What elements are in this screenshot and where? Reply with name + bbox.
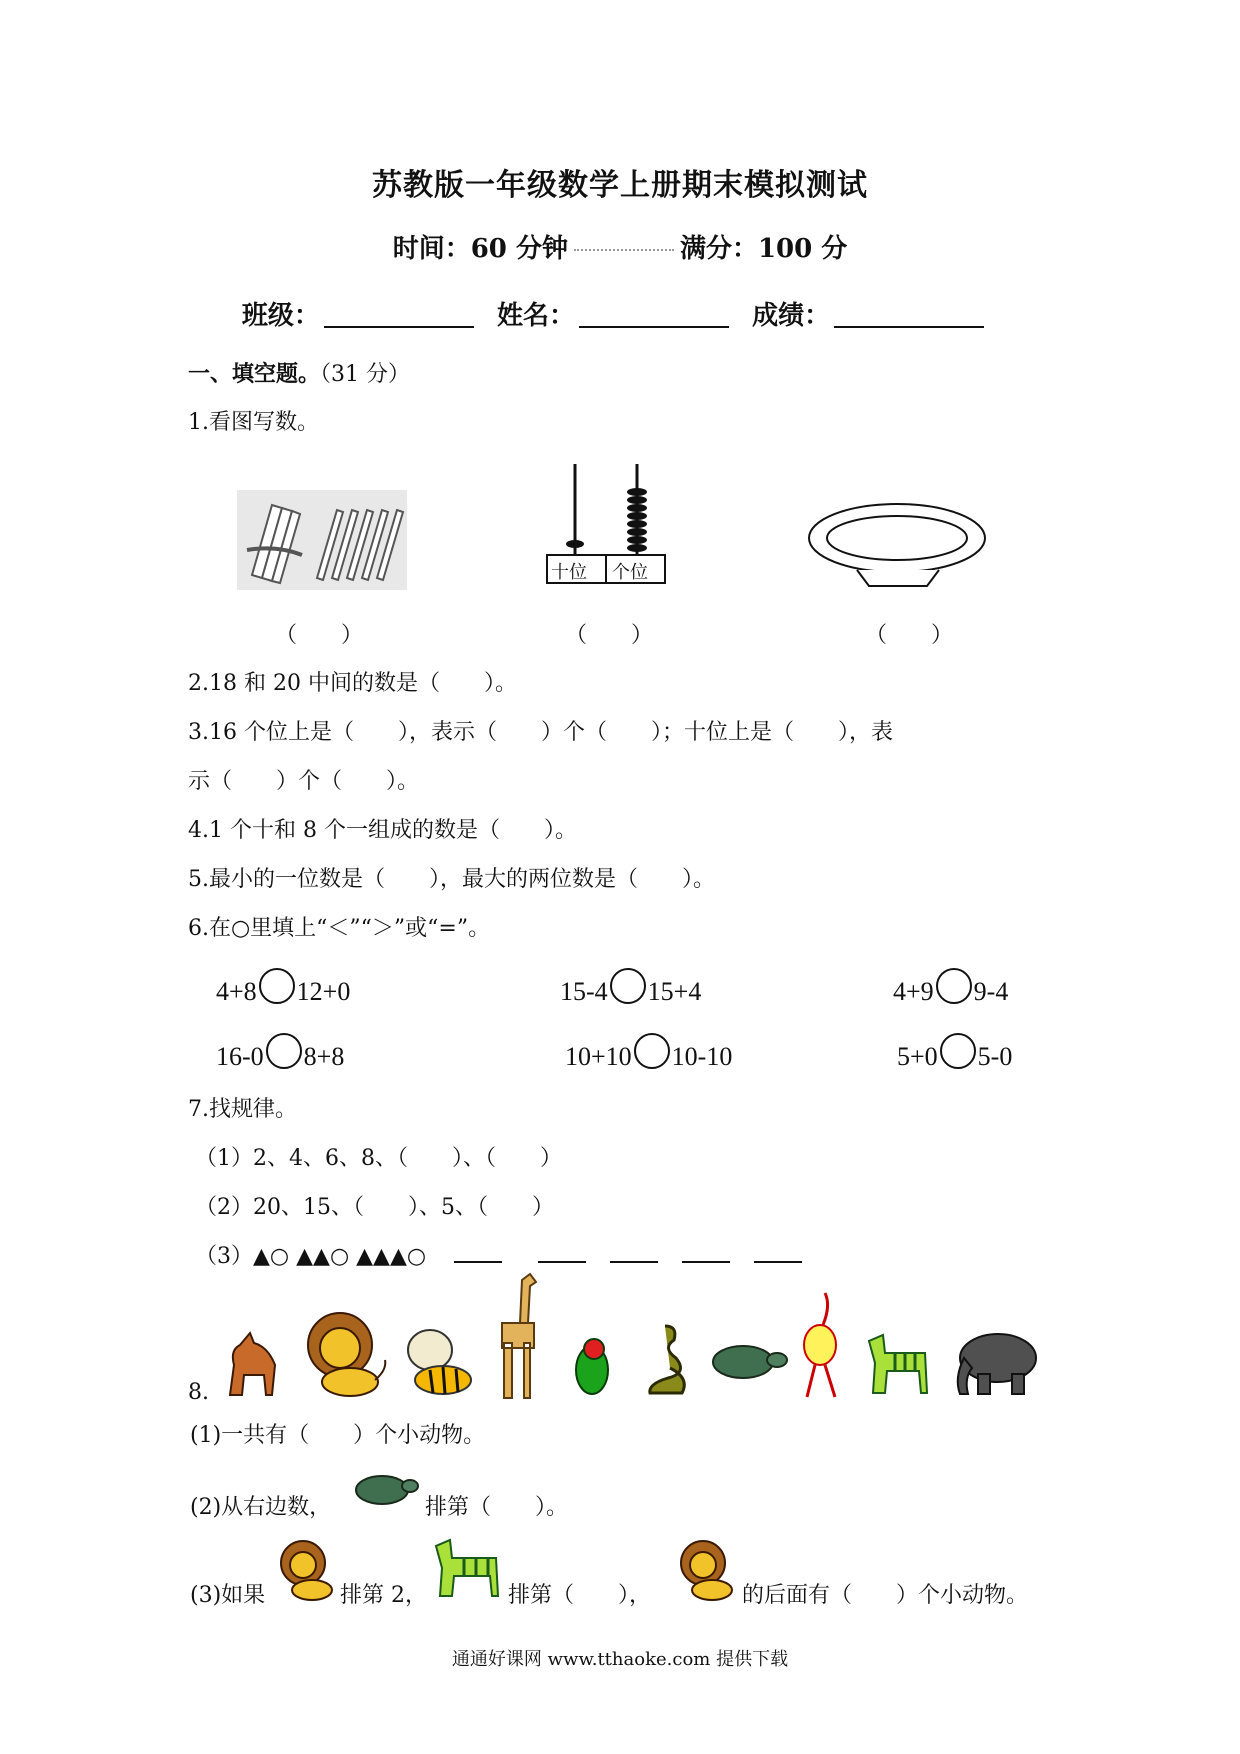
compare-circle[interactable]: [610, 968, 646, 1004]
q8-number: 8.: [188, 1380, 209, 1405]
q3-text-line2: 示（ ）个（ ）。: [188, 769, 420, 794]
sticks-picture: [237, 490, 407, 590]
snake-icon: [640, 1318, 690, 1398]
name-label: 姓名：: [496, 301, 575, 331]
q4-text: 4.1 个十和 8 个一组成的数是（ ）。: [188, 818, 577, 843]
score-label: 成绩：: [752, 301, 831, 331]
compare-item: 4+8 12+0: [216, 968, 350, 1007]
answer-paren-1[interactable]: （ ）: [275, 623, 364, 648]
compare-item: 16-0 8+8: [216, 1033, 344, 1072]
q7-sub1: （1）2、4、6、8、（ ）、（ ）: [195, 1146, 562, 1171]
giraffe-icon: [490, 1268, 545, 1400]
q8-sub2-part1: (2)从右边数，: [190, 1495, 332, 1520]
horse-icon: [220, 1325, 280, 1400]
page-title: 苏教版一年级数学上册期末模拟测试: [372, 168, 868, 203]
student-fields: [0, 295, 1240, 332]
lion-icon: [278, 1538, 338, 1602]
pattern-blank[interactable]: [538, 1261, 586, 1263]
full-score: 满分：100 分: [679, 234, 848, 264]
q8-sub3-part2: 排第 2，: [340, 1583, 427, 1608]
elephant-icon: [950, 1328, 1040, 1398]
zebra-icon: [865, 1323, 935, 1398]
compare-circle[interactable]: [266, 1033, 302, 1069]
lion-icon: [678, 1538, 738, 1602]
compare-item: 5+0 5-0: [897, 1033, 1012, 1072]
q8-sub3-part1: (3)如果: [190, 1583, 266, 1608]
abacus-tens-label: 十位: [551, 562, 587, 583]
zebra-icon: [432, 1530, 507, 1600]
compare-circle[interactable]: [259, 968, 295, 1004]
q6-text: 6.在○里填上“＜”“＞”或“=”。: [188, 916, 491, 941]
q8-sub1: (1)一共有（ ）个小动物。: [190, 1423, 486, 1448]
pattern-blank[interactable]: [610, 1261, 658, 1263]
q2-text: 2.18 和 20 中间的数是（ ）。: [188, 671, 517, 696]
compare-item: 10+10 10-10: [565, 1033, 732, 1072]
q7-sub2: （2）20、15、（ ）、5、（ ）: [195, 1195, 554, 1220]
ostrich-icon: [795, 1285, 850, 1400]
empty-plate-picture: [805, 500, 990, 590]
answer-paren-3[interactable]: （ ）: [865, 623, 954, 648]
abacus-ones-label: 个位: [612, 562, 648, 583]
q8-sub3-part3: 排第（ ），: [508, 1583, 652, 1608]
answer-paren-2[interactable]: （ ）: [565, 623, 654, 648]
parrot-icon: [570, 1335, 620, 1397]
name-blank[interactable]: [579, 326, 729, 328]
compare-item: 4+9 9-4: [893, 968, 1008, 1007]
compare-circle[interactable]: [940, 1033, 976, 1069]
class-label: 班级：: [241, 301, 320, 331]
time-limit: 时间：60 分钟: [392, 234, 568, 264]
q7-title: 7.找规律。: [188, 1097, 297, 1122]
exam-info: [0, 228, 1240, 265]
compare-circle[interactable]: [936, 968, 972, 1004]
class-blank[interactable]: [324, 326, 474, 328]
q1-text: 1.看图写数。: [188, 410, 319, 435]
pattern-blank[interactable]: [754, 1261, 802, 1263]
compare-circle[interactable]: [634, 1033, 670, 1069]
tiger-icon: [405, 1325, 475, 1400]
pattern-blank[interactable]: [682, 1261, 730, 1263]
lion-icon: [305, 1310, 390, 1400]
q7-sub3: （3）▲○ ▲▲○ ▲▲▲○: [195, 1239, 814, 1270]
dotted-separator: [574, 249, 674, 251]
page-footer: 通通好课网 www.tthaoke.com 提供下载: [451, 1649, 789, 1670]
q8-sub2-part2: 排第（ ）。: [425, 1495, 569, 1520]
section-heading: 一、填空题。（31 分）: [188, 361, 411, 387]
q8-sub3-part4: 的后面有（ ）个小动物。: [742, 1583, 1029, 1608]
score-blank[interactable]: [834, 326, 984, 328]
turtle-icon: [350, 1468, 420, 1508]
q3-text-line1: 3.16 个位上是（ ），表示（ ）个（ ）；十位上是（ ），表: [188, 720, 893, 745]
pattern-blank[interactable]: [454, 1261, 502, 1263]
q5-text: 5.最小的一位数是（ ），最大的两位数是（ ）。: [188, 867, 715, 892]
turtle-icon: [705, 1340, 790, 1385]
compare-item: 15-4 15+4: [560, 968, 701, 1007]
